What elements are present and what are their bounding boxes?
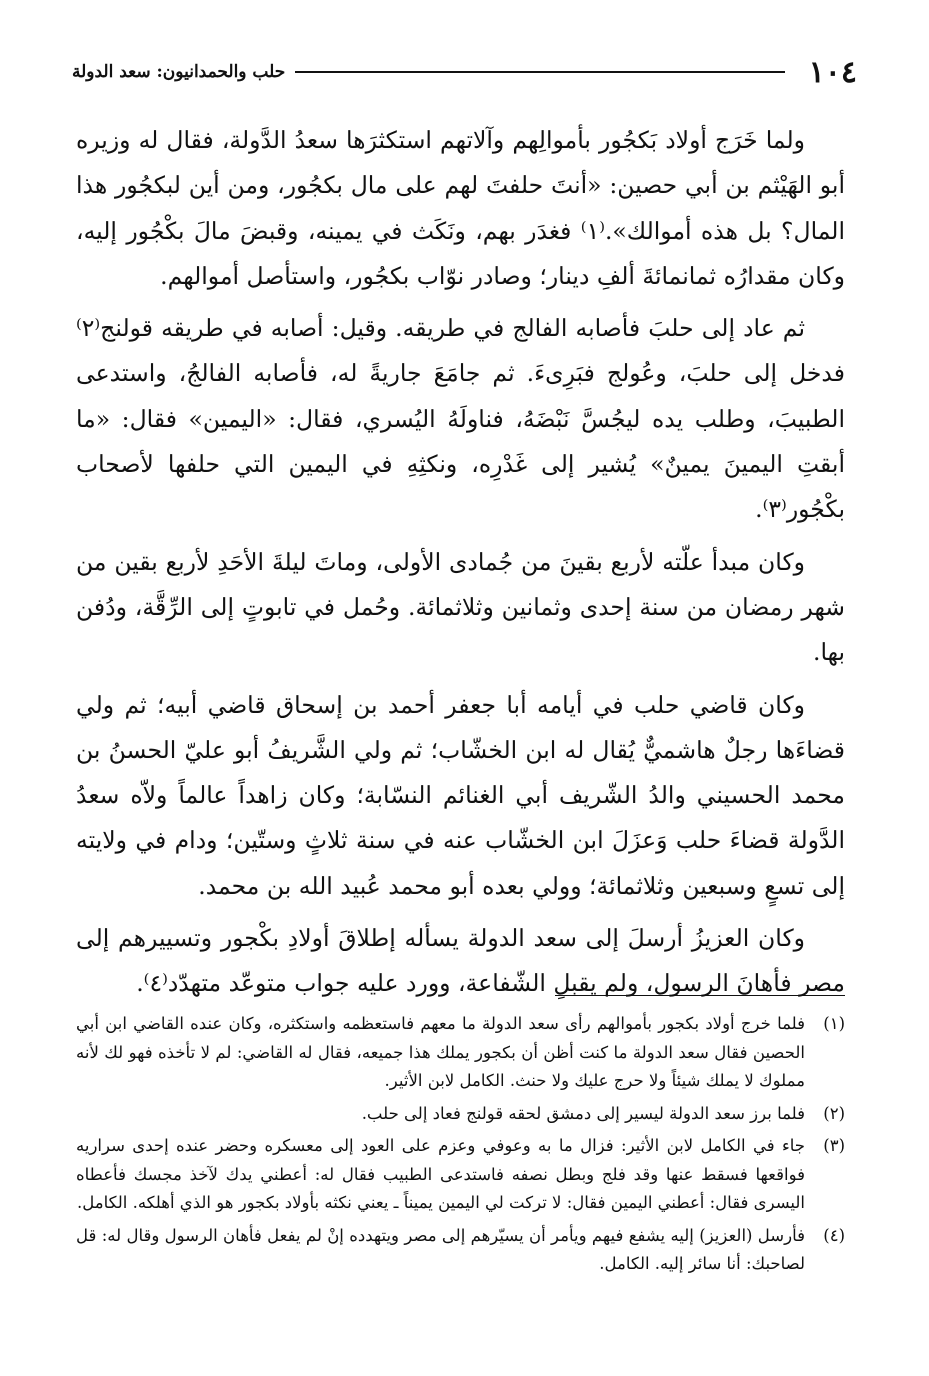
header-rule xyxy=(295,71,784,73)
footnote xyxy=(76,1222,845,1279)
footnote-text: فلما خرج أولاد بكجور بأموالهم رأى سعد الدولة ما معهم فاستعظمه واستكثره، وكان عنده القاضي ابن أبي الحصين فقال سعد الدولة ما كنت أظن أن بكجور يملك هذا جميعه، فقال له القاضي: لم لا تأخذه فهو لك لأنه مملوك لا يملك شيئاً ولا حرج عليك ولا حنث. الكامل لابن الأثير. xyxy=(76,1014,805,1090)
page-number: ١٠٤ xyxy=(808,54,857,90)
footnote-number: (١) xyxy=(823,1014,845,1033)
paragraph: ولما خَرَج أولاد بَكجُور بأموالِهم وآلاتهم استكثرَها سعدُ الدَّولة، فقال له وزيره أبو الهَيْثم بن أبي حصين: «أنتَ حلفتَ لهم على مال بكجُور، ومن أين لبكجُور هذا المال؟ بل هذه أموالك».⁽١⁾ فغدَر بهم، ونَكَث في يمينه، وقبضَ مالَ بكْجُور إليه، وكان مقدارُه ثمانمائةَ ألفِ دينار؛ وصادر نوّاب بكجُور، واستأصل أموالهم. xyxy=(76,126,845,290)
main-text xyxy=(76,118,845,1014)
footnote-text: فأرسل (العزيز) إليه يشفع فيهم ويأمر أن يسيّرهم إلى مصر ويتهدده إنْ لم يفعل فأهان الرسول وقال له: قل لصاحبك: أنا سائر إليه. الكامل. xyxy=(76,1225,805,1273)
footnote-separator xyxy=(555,995,845,996)
footnote-text: فلما برز سعد الدولة ليسير إلى دمشق لحقه قولنج فعاد إلى حلب. xyxy=(361,1103,805,1123)
paragraph: وكان قاضي حلب في أيامه أبا جعفر أحمد بن إسحاق قاضي أبيه؛ ثم ولي قضاءَها رجلٌ هاشميٌّ يُقال له ابن الخشّاب؛ ثم ولي الشَّريفُ أبو عليّ الحسنُ بن محمد الحسيني والدُ الشّريف أبي الغنائم النسّابة؛ وكان زاهداً عالماً ولاّه سعدُ الدَّولة قضاءَ حلب وَعزَلَ ابن الخشّاب عنه في سنة ثلاثٍ وستّين؛ ودام في ولايته إلى تسعٍ وسبعين وثلاثمائة؛ وولي بعده أبو محمد عُبيد الله بن محمد. xyxy=(76,690,845,900)
footnote xyxy=(76,1100,845,1129)
paragraph: وكان العزيزُ أرسلَ إلى سعد الدولة يسأله إطلاقَ أولادِ بكْجور وتسييرهم إلى مصر فأهانَ الرسول، ولم يقبلِ الشّفاعة، وورد عليه جواب متوعّد متهدّد⁽٤⁾. xyxy=(76,924,845,998)
footnotes xyxy=(76,1010,845,1283)
paragraph: وكان مبدأ علّته لأربع بقينَ من جُمادى الأولى، وماتَ ليلةَ الأحَدِ لأربع بقين من شهر رمضان من سنة إحدى وثمانين وثلاثمائة. وحُمل في تابوتٍ إلى الرِّقَّة، ودُفن بها. xyxy=(76,547,845,667)
footnote xyxy=(76,1132,845,1218)
paragraph: ثم عاد إلى حلبَ فأصابه الفالج في طريقه. وقيل: أصابه في طريقه قولنج⁽٢⁾ فدخل إلى حلبَ، وعُولج فبَرِىءَ. ثم جامَعَ جاريةً له، فأصابه الفالجُ، واستدعى الطبيبَ، وطلب يده ليجُسَّ نَبْضَهُ، فناولَهُ اليُسري، فقال: «اليمين» فقال: «ما أبقتِ اليمينَ يمينٌ» يُشير إلى غَدْرِه، ونكثِهِ في اليمين التي حلفها لأصحاب بكْجُور⁽٣⁾. xyxy=(76,314,845,524)
footnote-number: (٢) xyxy=(823,1103,845,1123)
footnote-number: (٣) xyxy=(823,1136,845,1155)
running-title: حلب والحمدانيون: سعد الدولة xyxy=(72,62,286,82)
footnote xyxy=(76,1010,845,1096)
footnote-number: (٤) xyxy=(823,1225,845,1245)
footnote-text: جاء في الكامل لابن الأثير: فزال ما به وعوفي وعزم على العود إلى معسكره وحضر عنده إحدى سراريه فواقعها فسقط عنها وقد فلج وبطل نصفه فاستدعى الطبيب فقال له: أعطني يدك لآخذ مجسك فأعطاه اليسرى فقال: أعطني اليمين فقال: لا تركت لي اليمين يميناً ـ يعني نكثه بأولاد بكجور هو الذي أهلكه. الكامل. xyxy=(76,1136,805,1212)
page-header xyxy=(72,52,857,92)
